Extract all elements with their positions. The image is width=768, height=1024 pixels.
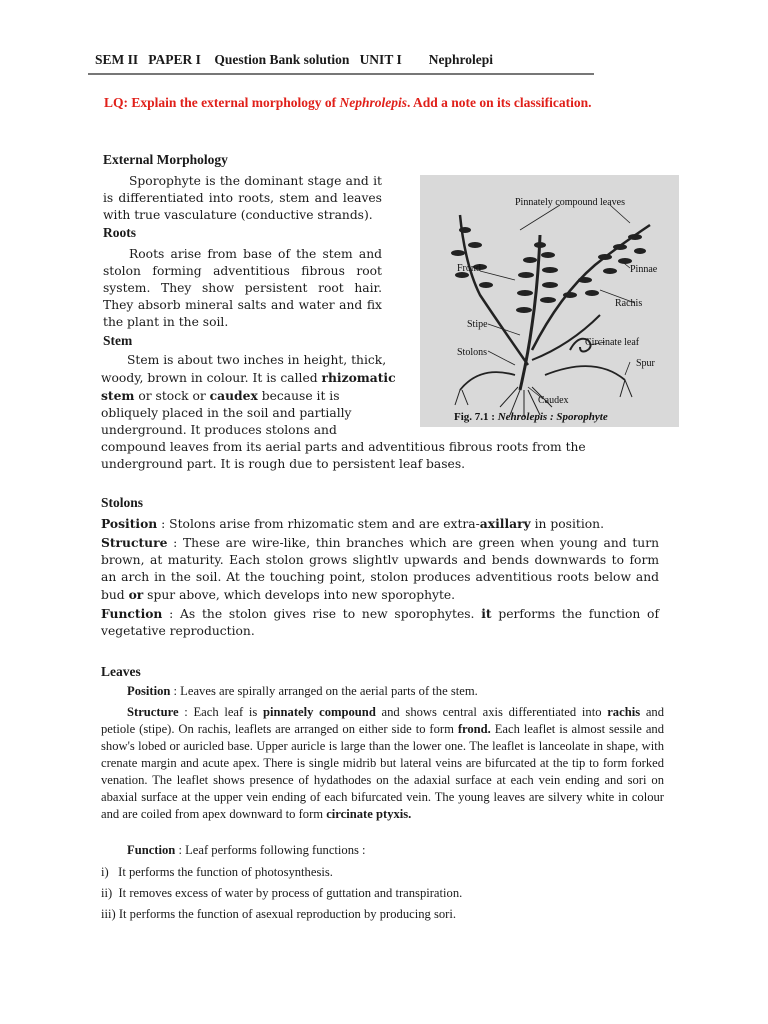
stem-t3: because it is obliquely placed in the soil and partially underground. It produces stolons and compound leaves from its aerial parts and adventitious fibrous roots from the underground part. It is rough due to persistent leaf bases. [101, 389, 586, 471]
leaves-structure-t2: and shows central axis differentiated into [375, 705, 608, 719]
stolons-structure [101, 534, 659, 604]
stem-b2: caudex [209, 388, 258, 403]
stolons-heading: Stolons [101, 495, 144, 510]
stolons-structure-t1: : These are wire-like, thin branches which are green when young and turn brown, at maturity. Each stolon grows slightlv upwards and bends downwards to form an arch in the soil. At the touching point, stolon produces adventitious roots below and bud [101, 536, 659, 602]
leaves-heading: Leaves [101, 664, 141, 679]
caption-prefix: Fig. 7.1 : [454, 411, 498, 423]
stem-heading: Stem [103, 333, 133, 348]
label-rachis: Rachis [615, 298, 643, 309]
fern-illustration [420, 175, 679, 427]
label-frond: Frond [457, 263, 481, 274]
leaves-structure-t3: and petiole (stipe). On rachis, leaflets are arranged on either side to form [101, 705, 665, 736]
stolons-position [101, 515, 659, 533]
stem-t2: or stock or [134, 389, 210, 403]
leaves-position-label: Position [127, 684, 171, 698]
stem-b1: rhizomatic stem [101, 370, 396, 403]
question-suffix: . Add a note on its classification. [407, 95, 592, 110]
leaves-structure-t1: : Each leaf is [178, 705, 264, 719]
list-item: iii) It performs the function of asexual reproduction by producing sori. [101, 907, 456, 921]
header-sem: SEM II [95, 52, 139, 67]
label-pinnae: Pinnae [630, 264, 658, 275]
stolons-structure-t2: spur above, which develops into new sporophyte. [143, 588, 456, 602]
figure-caption [454, 411, 608, 423]
leaves-structure [101, 704, 664, 823]
roots-body: Roots arise from base of the stem and stolon forming adventitious fibrous root system. They show persistent root hair. They absorb mineral salts and water and fix the plant in the soil. [103, 247, 382, 329]
label-pinnately: Pinnately compound leaves [515, 197, 625, 208]
label-spur: Spur [636, 358, 655, 369]
stem-t1: Stem is about two inches in height, thick, woody, brown in colour. It is called [101, 353, 387, 385]
sporophyte-figure [420, 175, 679, 427]
label-stipe: Stipe [467, 319, 488, 330]
stolons-structure-label: Structure [101, 535, 168, 550]
external-morphology-heading: External Morphology [103, 152, 228, 167]
stolons-function-t1: : As the stolon gives rise to new sporophytes. [162, 607, 482, 621]
stolons-position-t2: in position. [530, 517, 604, 531]
stolons-function-bold: it [481, 606, 492, 621]
header-title: Question Bank solution [214, 52, 350, 67]
leaves-structure-label: Structure [127, 705, 179, 719]
leaves-function [101, 842, 664, 859]
leaves-structure-b2: rachis [607, 705, 641, 719]
leaves-structure-t4: Each leaflet is almost sessile and show's lobed or auricled base. Upper auricle is large than the lower one. The leaflet is lanceolate in shape, with crenate margin and acute apex. There is single midrib but lateral veins are bifurcated at the tip to form forked venation. The leaflet shows presence of hydathodes on the adaxial surface at each vein ending and sori on abaxial surface at the upper vein ending of each bifurcated vein. The young leaves are silvery white in colour and are coiled from apex downward to form [101, 722, 664, 821]
label-circinate: Circinate leaf [585, 337, 640, 348]
leaves-function-label: Function [127, 843, 176, 857]
stolons-function-t2: performs the function of vegetative reproduction. [101, 607, 659, 638]
stolons-position-bold: axillary [479, 516, 531, 531]
label-caudex: Caudex [538, 395, 569, 406]
leaves-function-text: : Leaf performs following functions : [175, 843, 366, 857]
external-text: Sporophyte is the dominant stage and it is differentiated into roots, stem and leaves with true vasculature (conductive strands). [103, 174, 382, 222]
external-morphology-text [103, 173, 382, 224]
caption-genus: Nehrolepis : Sporophyte [497, 411, 608, 423]
roots-heading: Roots [103, 225, 136, 240]
leaves-structure-b1: pinnately compound [263, 705, 376, 719]
question-heading [104, 95, 684, 111]
label-stolons: Stolons [457, 347, 488, 358]
header-paper: PAPER I [148, 52, 201, 67]
header-unit: UNIT I [359, 52, 402, 67]
question-genus: Nephrolepis [339, 95, 407, 110]
leaves-structure-b4: circinate ptyxis. [326, 807, 412, 821]
list-item: i) It performs the function of photosynthesis. [101, 865, 333, 879]
stolons-function [101, 605, 659, 640]
leaves-structure-b3: frond. [457, 722, 491, 736]
leaves-position-text: : Leaves are spirally arranged on the aerial parts of the stem. [170, 684, 478, 698]
stolons-position-t1: : Stolons arise from rhizomatic stem and are extra- [157, 517, 480, 531]
header-rule [88, 73, 594, 75]
stolons-structure-bold: or [128, 587, 144, 602]
page-header [95, 52, 595, 68]
leaves-function-list [101, 862, 664, 925]
roots-text [103, 246, 382, 331]
leaves-position [101, 683, 664, 700]
question-prefix: LQ: Explain the external morphology of [104, 95, 340, 110]
stolons-function-label: Function [101, 606, 163, 621]
stolons-position-label: Position [101, 516, 158, 531]
header-topic: Nephrolepi [428, 52, 493, 67]
list-item: ii) It removes excess of water by process of guttation and transpiration. [101, 886, 463, 900]
